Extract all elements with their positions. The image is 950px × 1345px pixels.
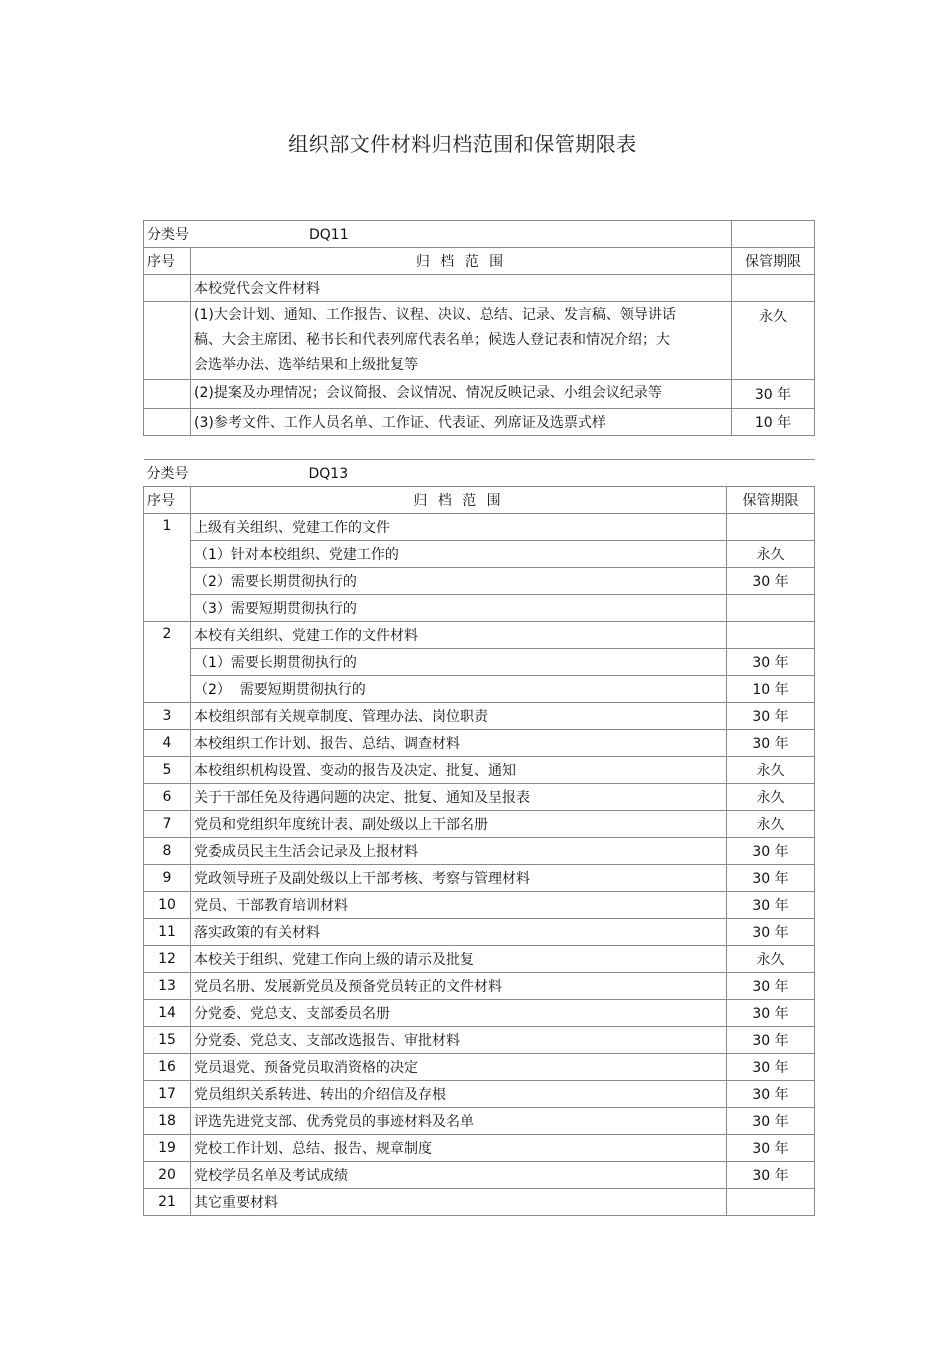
row-period: 10 年 bbox=[727, 676, 815, 703]
group-title: 本校党代会文件材料 bbox=[191, 275, 732, 302]
row-no: 3 bbox=[144, 703, 191, 730]
row-period: 永久 bbox=[727, 784, 815, 811]
class-code: DQ13 bbox=[308, 466, 349, 482]
row-no: 13 bbox=[144, 973, 191, 1000]
row-period bbox=[727, 1189, 815, 1216]
row-scope: （1）需要长期贯彻执行的 bbox=[191, 649, 727, 676]
table-row bbox=[144, 380, 815, 409]
row-scope: 关于干部任免及待遇问题的决定、批复、通知及呈报表 bbox=[191, 784, 727, 811]
row-period: 30 年 bbox=[727, 1027, 815, 1054]
row-scope: 分党委、党总支、支部委员名册 bbox=[191, 1000, 727, 1027]
row-scope: 党校工作计划、总结、报告、规章制度 bbox=[191, 1135, 727, 1162]
table-row bbox=[144, 676, 815, 703]
row-no: 7 bbox=[144, 811, 191, 838]
row-no: 4 bbox=[144, 730, 191, 757]
row-scope: 党员、干部教育培训材料 bbox=[191, 892, 727, 919]
row-period: 30 年 bbox=[727, 838, 815, 865]
class-cell bbox=[144, 221, 732, 248]
row-period: 永久 bbox=[727, 946, 815, 973]
row-no: 2 bbox=[144, 622, 191, 703]
col-no-header: 序号 bbox=[144, 487, 191, 514]
table-row bbox=[144, 730, 815, 757]
table-row bbox=[144, 1081, 815, 1108]
table-row bbox=[144, 757, 815, 784]
header-row bbox=[144, 248, 815, 275]
group-row bbox=[144, 514, 815, 541]
group-no-cell bbox=[144, 275, 191, 302]
row-scope: 评选先进党支部、优秀党员的事迹材料及名单 bbox=[191, 1108, 727, 1135]
table-row bbox=[144, 703, 815, 730]
row-period: 30 年 bbox=[727, 892, 815, 919]
row-scope: (2)提案及办理情况；会议简报、会议情况、情况反映记录、小组会议纪录等 bbox=[191, 380, 732, 409]
row-scope: 其它重要材料 bbox=[191, 1189, 727, 1216]
row-no-cell bbox=[144, 302, 191, 380]
row-scope: 分党委、党总支、支部改选报告、审批材料 bbox=[191, 1027, 727, 1054]
row-no: 18 bbox=[144, 1108, 191, 1135]
row-no-cell bbox=[144, 380, 191, 409]
table-row bbox=[144, 409, 815, 436]
row-period: 10 年 bbox=[732, 409, 815, 436]
group-title: 上级有关组织、党建工作的文件 bbox=[191, 514, 727, 541]
row-no: 15 bbox=[144, 1027, 191, 1054]
row-period: 30 年 bbox=[727, 730, 815, 757]
group-row bbox=[144, 622, 815, 649]
row-period: 30 年 bbox=[727, 649, 815, 676]
table-row bbox=[144, 1000, 815, 1027]
class-label: 分类号 bbox=[147, 227, 189, 243]
row-scope: (1)大会计划、通知、工作报告、议程、决议、总结、记录、发言稿、领导讲话稿、大会主席团、秘书长和代表列席代表名单；候选人登记表和情况介绍；大会选举办法、选举结果和上级批复等 bbox=[191, 302, 732, 380]
group-period-cell bbox=[727, 514, 815, 541]
row-scope: (3)参考文件、工作人员名单、工作证、代表证、列席证及选票式样 bbox=[191, 409, 732, 436]
row-no: 10 bbox=[144, 892, 191, 919]
row-scope: 本校组织机构设置、变动的报告及决定、批复、通知 bbox=[191, 757, 727, 784]
table-row bbox=[144, 784, 815, 811]
row-period: 30 年 bbox=[727, 703, 815, 730]
table-row bbox=[144, 302, 815, 380]
group-title: 本校有关组织、党建工作的文件材料 bbox=[191, 622, 727, 649]
table-row bbox=[144, 649, 815, 676]
group-period-cell bbox=[727, 622, 815, 649]
row-no: 6 bbox=[144, 784, 191, 811]
row-no: 12 bbox=[144, 946, 191, 973]
col-scope-header: 归 档 范 围 bbox=[191, 248, 732, 275]
col-period-header: 保管期限 bbox=[732, 248, 815, 275]
row-period: 30 年 bbox=[727, 1162, 815, 1189]
table-row bbox=[144, 1135, 815, 1162]
row-period: 30 年 bbox=[727, 1054, 815, 1081]
row-scope: （3）需要短期贯彻执行的 bbox=[191, 595, 727, 622]
col-scope-header: 归 档 范 围 bbox=[191, 487, 727, 514]
row-scope: 党政领导班子及副处级以上干部考核、考察与管理材料 bbox=[191, 865, 727, 892]
col-period-header: 保管期限 bbox=[727, 487, 815, 514]
row-scope: 落实政策的有关材料 bbox=[191, 919, 727, 946]
row-scope: 党员和党组织年度统计表、副处级以上干部名册 bbox=[191, 811, 727, 838]
table-row bbox=[144, 811, 815, 838]
row-period: 30 年 bbox=[727, 919, 815, 946]
table-dq13 bbox=[143, 459, 815, 1216]
row-no: 21 bbox=[144, 1189, 191, 1216]
row-scope: 党委成员民主生活会记录及上报材料 bbox=[191, 838, 727, 865]
row-period: 永久 bbox=[727, 757, 815, 784]
row-no: 8 bbox=[144, 838, 191, 865]
col-no-header: 序号 bbox=[144, 248, 191, 275]
class-label: 分类号 bbox=[146, 466, 189, 482]
row-no: 5 bbox=[144, 757, 191, 784]
table-row bbox=[144, 838, 815, 865]
table-row bbox=[144, 1108, 815, 1135]
table-row bbox=[144, 973, 815, 1000]
table-row bbox=[144, 946, 815, 973]
row-scope: 本校组织工作计划、报告、总结、调查材料 bbox=[191, 730, 727, 757]
group-period-cell bbox=[732, 275, 815, 302]
row-no-cell bbox=[144, 409, 191, 436]
row-period: 30 年 bbox=[727, 1108, 815, 1135]
row-scope: 党员组织关系转进、转出的介绍信及存根 bbox=[191, 1081, 727, 1108]
row-no: 11 bbox=[144, 919, 191, 946]
row-scope: （2） 需要短期贯彻执行的 bbox=[191, 676, 727, 703]
row-period: 30 年 bbox=[727, 1135, 815, 1162]
row-period: 永久 bbox=[727, 541, 815, 568]
class-code: DQ11 bbox=[309, 227, 349, 243]
row-period: 30 年 bbox=[727, 568, 815, 595]
row-period: 30 年 bbox=[727, 1081, 815, 1108]
table-row bbox=[144, 541, 815, 568]
row-period: 30 年 bbox=[732, 380, 815, 409]
row-no: 14 bbox=[144, 1000, 191, 1027]
row-scope: （2）需要长期贯彻执行的 bbox=[191, 568, 727, 595]
row-no: 17 bbox=[144, 1081, 191, 1108]
table-row bbox=[144, 892, 815, 919]
row-scope: 本校组织部有关规章制度、管理办法、岗位职责 bbox=[191, 703, 727, 730]
header-row bbox=[144, 487, 815, 514]
row-no: 1 bbox=[144, 514, 191, 622]
row-scope: 党员退党、预备党员取消资格的决定 bbox=[191, 1054, 727, 1081]
row-no: 9 bbox=[144, 865, 191, 892]
class-row bbox=[144, 460, 815, 487]
row-period: 30 年 bbox=[727, 865, 815, 892]
row-no: 20 bbox=[144, 1162, 191, 1189]
table-row bbox=[144, 1162, 815, 1189]
table-row bbox=[144, 568, 815, 595]
table-row bbox=[144, 1189, 815, 1216]
table-row bbox=[144, 919, 815, 946]
class-row bbox=[144, 221, 815, 248]
row-scope: 党员名册、发展新党员及预备党员转正的文件材料 bbox=[191, 973, 727, 1000]
row-scope: （1）针对本校组织、党建工作的 bbox=[191, 541, 727, 568]
table-dq11 bbox=[143, 220, 815, 436]
page-title: 组织部文件材料归档范围和保管期限表 bbox=[288, 132, 637, 156]
row-period: 30 年 bbox=[727, 973, 815, 1000]
table-row bbox=[144, 1027, 815, 1054]
table-row bbox=[144, 865, 815, 892]
table-row bbox=[144, 595, 815, 622]
row-no: 16 bbox=[144, 1054, 191, 1081]
class-cell bbox=[144, 460, 815, 487]
row-scope: 本校关于组织、党建工作向上级的请示及批复 bbox=[191, 946, 727, 973]
row-period bbox=[727, 595, 815, 622]
row-period: 永久 bbox=[732, 302, 815, 380]
row-period: 30 年 bbox=[727, 1000, 815, 1027]
row-scope: 党校学员名单及考试成绩 bbox=[191, 1162, 727, 1189]
row-period: 永久 bbox=[727, 811, 815, 838]
class-empty-cell bbox=[732, 221, 815, 248]
table-row bbox=[144, 1054, 815, 1081]
group-title-row bbox=[144, 275, 815, 302]
row-no: 19 bbox=[144, 1135, 191, 1162]
